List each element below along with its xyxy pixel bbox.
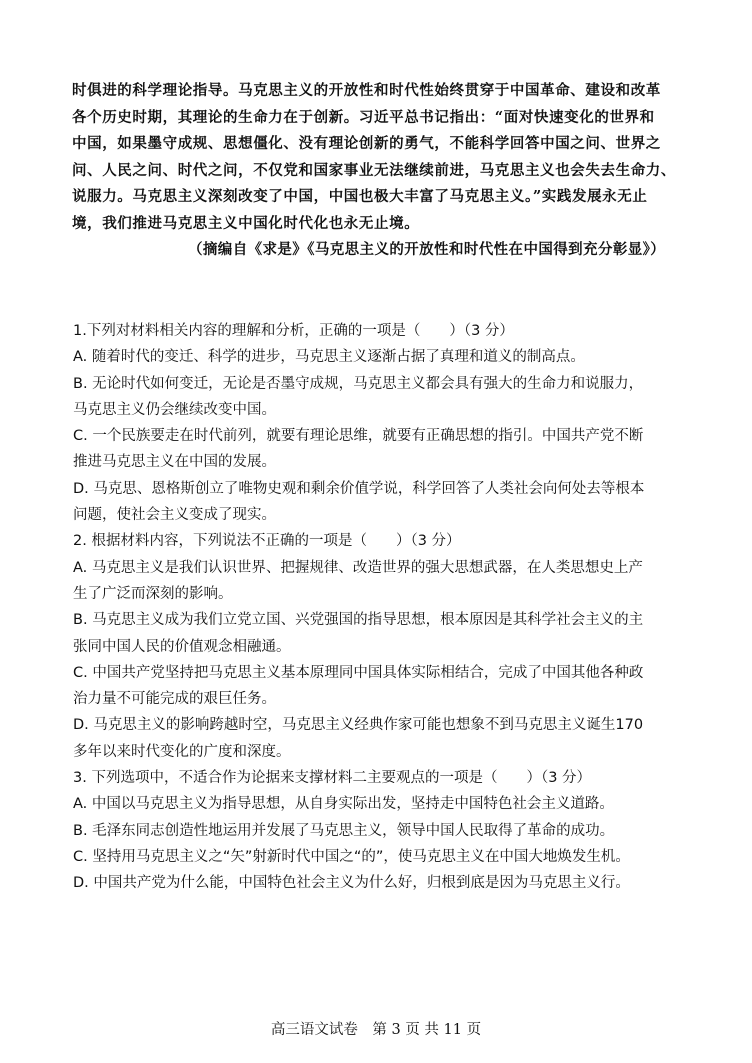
question-2-option-c: C. 中国共产党坚持把马克思主义基本原理同中国具体实际相结合，完成了中国其他各种政 (73, 664, 644, 681)
question-3-option-c: C. 坚持用马克思主义之“矢”射新时代中国之“的”，使马克思主义在中国大地焕发生机。 (73, 848, 630, 865)
question-1-option-b-cont: 马克思主义仍会继续改变中国。 (73, 401, 276, 418)
passage-line: 说服力。马克思主义深刻改变了中国，中国也极大丰富了马克思主义。”实践发展永无止 (72, 188, 648, 205)
passage-line: 问、人民之问、时代之问，不仅党和国家事业无法继续前进，马克思主义也会失去生命力、 (72, 161, 676, 179)
question-2-option-c-cont: 治力量不可能完成的艰巨任务。 (73, 691, 276, 708)
question-1-option-c-cont: 推进马克思主义在中国的发展。 (73, 454, 276, 471)
question-3-stem: 3. 下列选项中，不适合作为论据来支撑材料二主要观点的一项是（ ）（3 分） (73, 770, 592, 787)
question-3-option-d: D. 中国共产党为什么能，中国特色社会主义为什么好，归根到底是因为马克思主义行。 (73, 875, 630, 892)
passage-line: 时俱进的科学理论指导。马克思主义的开放性和时代性始终贯穿于中国革命、建设和改革 (72, 82, 661, 99)
question-3-option-a: A. 中国以马克思主义为指导思想，从自身实际出发，坚持走中国特色社会主义道路。 (73, 796, 614, 813)
question-2-option-b: B. 马克思主义成为我们立党立国、兴党强国的指导思想，根本原因是其科学社会主义的主 (73, 612, 644, 629)
question-3-option-b: B. 毛泽东同志创造性地运用并发展了马克思主义，领导中国人民取得了革命的成功。 (73, 822, 615, 839)
question-1-option-a: A. 随着时代的变迁、科学的进步，马克思主义逐渐占据了真理和道义的制高点。 (73, 349, 585, 366)
passage-source: （摘编自《求是》《马克思主义的开放性和时代性在中国得到充分彰显》） (188, 241, 666, 258)
question-2-option-a: A. 马克思主义是我们认识世界、把握规律、改造世界的强大思想武器，在人类思想史上产 (73, 559, 643, 576)
question-2-option-d: D. 马克思主义的影响跨越时空，马克思主义经典作家可能也想象不到马克思主义诞生170 (73, 717, 644, 734)
question-list (73, 318, 689, 897)
reading-passage (72, 78, 688, 263)
question-1-stem: 1.下列对材料相关内容的理解和分析，正确的一项是（ ）（3 分） (73, 323, 514, 339)
question-2-stem: 2. 根据材料内容，下列说法不正确的一项是（ ）（3 分） (73, 533, 461, 550)
question-2-option-b-cont: 张同中国人民的价值观念相融通。 (73, 638, 291, 655)
page-footer: 高三语文试卷 第 3 页 共 11 页 (270, 1022, 482, 1038)
passage-line: 境，我们推进马克思主义中国化时代化也永无止境。 (72, 214, 420, 232)
question-1-option-b: B. 无论时代如何变迁，无论是否墨守成规，马克思主义都会具有强大的生命力和说服力， (73, 375, 644, 392)
passage-line: 中国，如果墨守成规、思想僵化、没有理论创新的勇气，不能科学回答中国之问、世界之 (72, 135, 661, 152)
question-1-option-c: C. 一个民族要走在时代前列，就要有理论思维，就要有正确思想的指引。中国共产党不断 (73, 428, 644, 445)
passage-line: 各个历史时期，其理论的生命力在于创新。习近平总书记指出：“面对快速变化的世界和 (72, 108, 655, 126)
question-1-option-d: D. 马克思、恩格斯创立了唯物史观和剩余价值学说，科学回答了人类社会向何处去等根本 (73, 480, 645, 497)
question-2-option-d-cont: 多年以来时代变化的广度和深度。 (73, 743, 291, 760)
question-2-option-a-cont: 生了广泛而深刻的影响。 (73, 585, 233, 602)
question-1-option-d-cont: 问题，使社会主义变成了现实。 (73, 507, 276, 524)
